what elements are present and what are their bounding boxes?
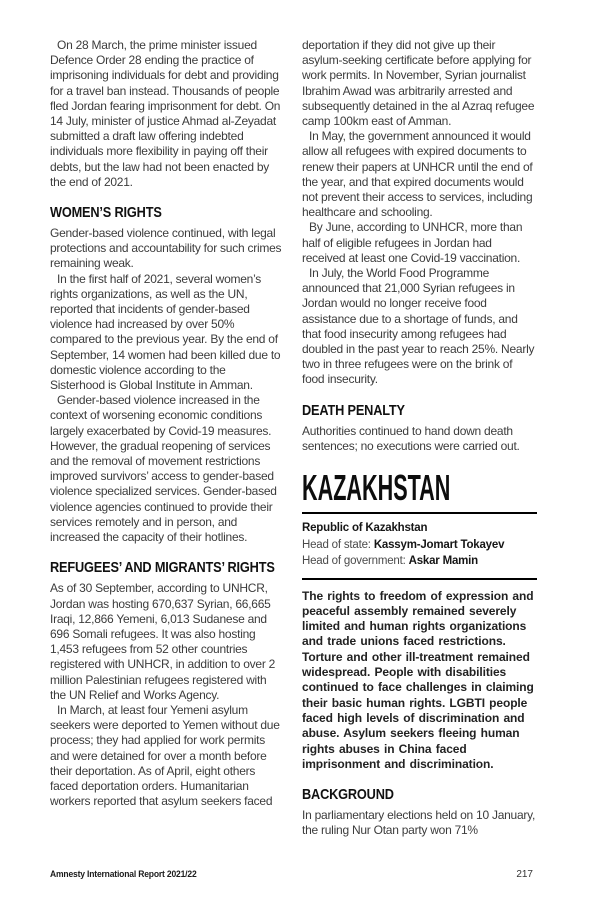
paragraph-gbv-3: Gender-based violence increased in the context of worsening economic conditions largely exacerbated by Covid-19 measures. However, the gradual reopening of services and the removal of movement restrictions improved survivors’ access to gender-based violence specialized services. Gender-based violence agencies continued to provide their services remotely and in person, and increased the capacity of their hotlines. (50, 393, 277, 545)
footer-report-title: Amnesty International Report 2021/22 (50, 869, 197, 880)
heading-refugees-rights: REFUGEES’ AND MIGRANTS’ RIGHTS (50, 559, 275, 577)
head-of-state-name: Kassym-Jomart Tokayev (373, 538, 505, 551)
paragraph-refugees-1: As of 30 September, according to UNHCR, Jordan was hosting 670,637 Syrian, 66,665 Iraqi, 12,866 Yemeni, 6,013 Sudanese and 696 Somali refugees. It was also hosting 1,453 refugees from 52 other countries registered with UNHCR, in addition to over 2 million Palestinian refugees registered with the UN Relief and Works Agency. (50, 581, 276, 702)
two-column-layout (50, 38, 537, 839)
heading-death-penalty: DEATH PENALTY (302, 401, 405, 419)
divider-bottom (302, 578, 537, 580)
right-column (302, 38, 537, 839)
head-of-government-label: Head of government: (302, 555, 406, 568)
paragraph-gbv-1: Gender-based violence continued, with legal protections and accountability for such crimes remaining weak. (50, 226, 282, 271)
left-column (50, 38, 283, 839)
heading-background: BACKGROUND (302, 786, 394, 804)
footer-page-number: 217 (516, 869, 533, 880)
head-of-government-name: Askar Mamin (408, 555, 478, 568)
paragraph-refugees-4: In May, the government announced it would allow all refugees with expired documents to renew their papers at UNHCR until the end of the year, and that expired documents would not prevent their access to services, including healthcare and schooling. (302, 129, 533, 220)
heading-womens-rights: WOMEN’S RIGHTS (50, 204, 162, 222)
country-infobox (302, 514, 537, 578)
paragraph-refugees-2: In March, at least four Yemeni asylum seekers were deported to Yemen without due process; they had applied for work permits and were detained for over a month before their deportation. As of April, eight others faced deportation orders. Humanitarian workers reported that asylum seekers faced (50, 702, 280, 809)
paragraph-refugees-3: deportation if they did not give up their asylum-seeking certificate before applying for work permits. In November, Syrian journalist Ibrahim Awad was arbitrarily arrested and subsequently detained in the al Azraq refugee camp 100km east of Amman. (302, 38, 535, 129)
paragraph-death-penalty: Authorities continued to hand down death sentences; no executions were carried out. (302, 423, 520, 453)
head-of-state-label: Head of state: (302, 538, 371, 551)
paragraph-gbv-2: In the first half of 2021, several women’s rights organizations, as well as the UN, reported that incidents of gender-based violence had increased by over 50% compared to the previous year. By the end of September, 14 women had been killed due to domestic violence according to the Sisterhood is Global Institute in Amman. (50, 271, 281, 393)
paragraph-refugees-5: By June, according to UNHCR, more than half of eligible refugees in Jordan had received at least one Covid-19 vaccination. (302, 220, 523, 265)
page-footer (50, 869, 533, 880)
paragraph-refugees-6: In July, the World Food Programme announced that 21,000 Syrian refugees in Jordan would no longer receive food assistance due to a shortage of funds, and that food insecurity among refugees had doubled in the past year to reach 25%. Nearly two in three refugees were on the brink of food insecurity. (302, 266, 535, 387)
paragraph-background: In parliamentary elections held on 10 January, the ruling Nur Otan party won 71% (302, 808, 536, 838)
heading-country-kazakhstan: KAZAKHSTAN (302, 467, 451, 509)
paragraph-kazakhstan-lead: The rights to freedom of expression and peaceful assembly remained severely limited and human rights organizations and trade unions faced restrictions. Torture and other ill-treatment remained widespread. People with disabilities continued to face challenges in claiming their basic human rights. LGBTI people faced high levels of discrimination and abuse. Asylum seekers fleeing human rights abuses in China faced imprisonment and discrimination. (302, 588, 534, 771)
head-of-state-row (302, 537, 537, 554)
paragraph-debt: On 28 March, the prime minister issued Defence Order 28 ending the practice of imprisoning individuals for debt and providing for a travel ban instead. Thousands of people fled Jordan fearing imprisonment for debt. On 14 July, minister of justice Ahmad al-Zeyadat submitted a draft law offering indebted individuals more flexibility in paying off their debts, but the law had not been enacted by the end of 2021. (50, 38, 281, 189)
country-official-name: Republic of Kazakhstan (302, 522, 428, 535)
head-of-government-row (302, 553, 537, 570)
